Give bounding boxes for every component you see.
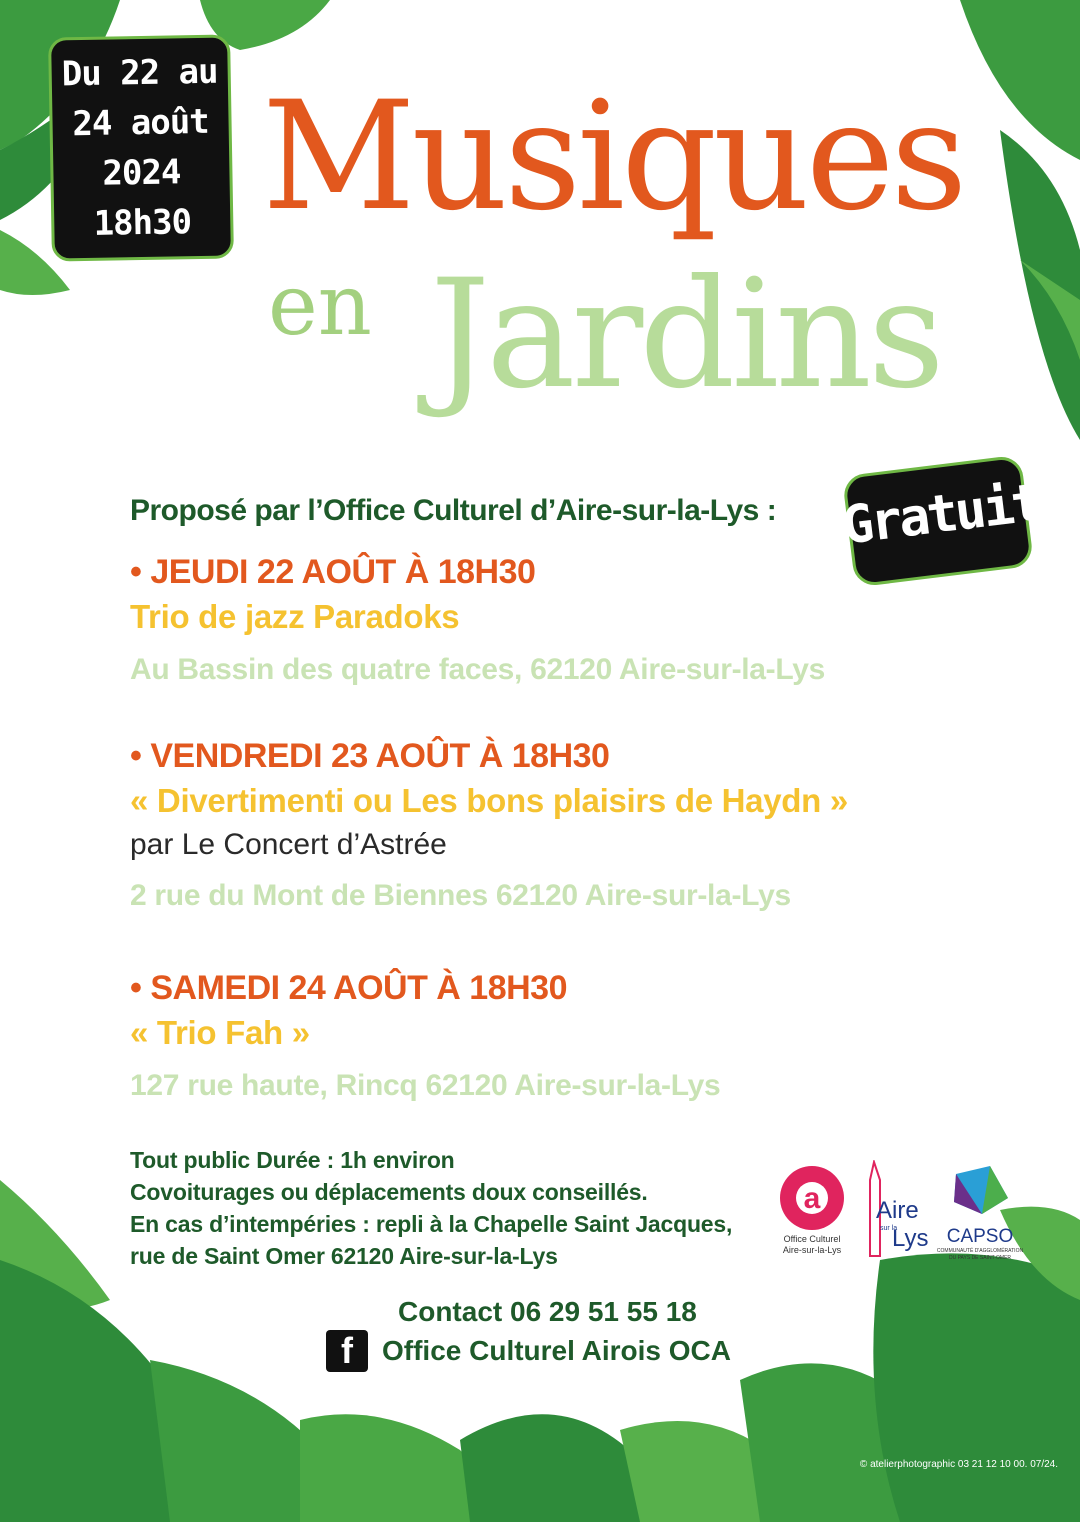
aire-top: Aire [876,1197,919,1224]
badge-line-3: 2024 [102,152,181,194]
capso-name: CAPSO [946,1226,1014,1247]
event-address: 127 rue haute, Rincq 62120 Aire-sur-la-Lys [130,1069,721,1102]
event-day: • JEUDI 22 AOÛT À 18H30 [130,553,536,591]
facebook-page-name: Office Culturel Airois OCA [382,1335,732,1366]
event-address: Au Bassin des quatre faces, 62120 Aire-sur-la-Lys [130,653,826,686]
photo-credit: © atelierphotographic 03 21 12 10 00. 07/24. [859,1459,1058,1470]
gratuit-badge [839,455,1044,585]
aire-sur-la-lys-logo [870,1162,928,1256]
event-day: • VENDREDI 23 AOÛT À 18H30 [130,737,610,775]
practical-info [130,1144,732,1272]
event-performer: par Le Concert d’Astrée [130,828,447,861]
event-address: 2 rue du Mont de Biennes 62120 Aire-sur-la-Lys [130,879,791,912]
date-badge [48,34,234,261]
info-line: Covoiturages ou déplacements doux conseillés. [130,1179,648,1205]
info-line: rue de Saint Omer 62120 Aire-sur-la-Lys [130,1243,558,1269]
title-en: en [268,256,372,354]
oca-logo [780,1166,844,1255]
oca-letter: a [803,1182,821,1215]
event-title: Trio de jazz Paradoks [130,598,460,635]
info-line: Tout public Durée : 1h environ [130,1147,455,1173]
event-1 [130,550,825,692]
event-3 [130,966,720,1108]
title-musiques: Musiques [262,70,964,244]
event-title: « Trio Fah » [130,1014,310,1051]
capso-sub-1: COMMUNAUTÉ D'AGGLOMÉRATION [936,1248,1024,1254]
title-jardins: Jardins [430,248,941,422]
oca-line-1: Office Culturel [783,1234,841,1244]
partner-logos [776,1160,1026,1270]
event-2 [130,734,848,918]
event-title: « Divertimenti ou Les bons plaisirs de Haydn » [130,782,848,819]
organizer-intro: Proposé par l’Office Culturel d’Aire-sur-la-Lys : [130,494,777,527]
aire-small: sur la [880,1225,898,1232]
info-line: En cas d’intempéries : repli à la Chapelle Saint Jacques, [130,1211,733,1237]
badge-line-4: 18h30 [93,202,192,244]
capso-logo [937,1166,1024,1261]
badge-line-2: 24 août [72,101,210,145]
facebook-icon: f [326,1330,368,1372]
gratuit-label: Gratuit [839,472,1044,557]
capso-sub-2: DU PAYS DE SAINT-OMER [948,1255,1012,1261]
contact-phone: Contact 06 29 51 55 18 [398,1296,697,1327]
aire-bottom: Lys [892,1225,929,1252]
oca-line-2: Aire-sur-la-Lys [782,1245,842,1255]
badge-line-1: Du 22 au [61,51,218,95]
facebook-row [326,1330,731,1372]
event-day: • SAMEDI 24 AOÛT À 18H30 [130,969,567,1007]
